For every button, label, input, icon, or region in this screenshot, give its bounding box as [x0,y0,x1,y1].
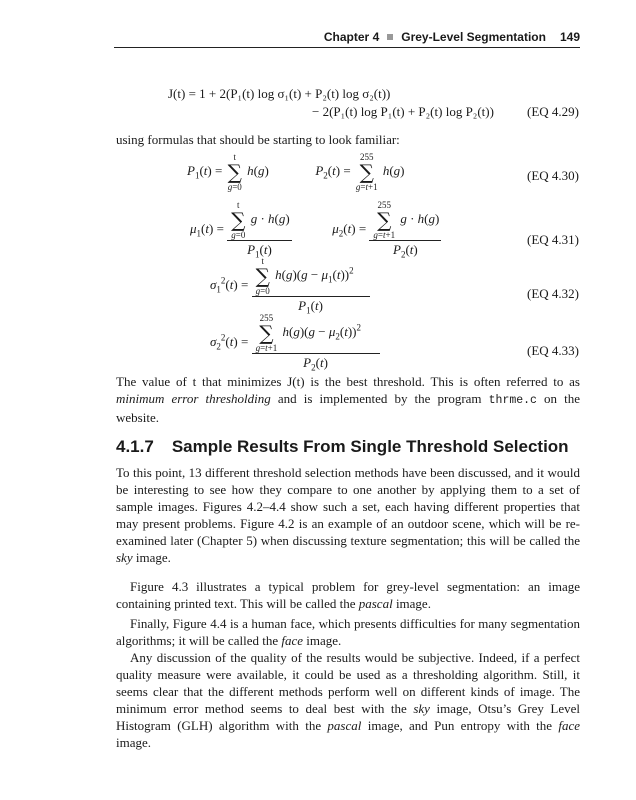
eq-4-31-label: (EQ 4.31) [527,232,579,247]
header-separator-icon [387,34,393,40]
image-name-face: face [558,718,581,733]
eq-4-29-line2: − 2(P₁(t) log P₁(t) + P₂(t) log P₂(t)) [312,104,494,119]
eq-4-29-line1: J(t) = 1 + 2(P₁(t) log σ₁(t) + P₂(t) log σ₂(t)) [168,86,391,101]
header-title: Grey-Level Segmentation [401,30,546,44]
eq-4-30-label: (EQ 4.30) [527,168,579,183]
para-text: Finally, Figure 4.4 is a human face, which presents difficulties for many segmentation algorithms; it will be called the [116,616,580,648]
para-text: The value of t that minimizes J(t) is the best threshold. This is often referred to as [116,374,580,389]
eq-4-33-label: (EQ 4.33) [527,343,579,358]
para-text: Figure 4.3 illustrates a typical problem for grey-level segmentation: an image containing printed text. This will be called the [116,579,580,611]
program-name: thrme.c [488,394,537,407]
para-emphasis: minimum error thresholding [116,391,271,406]
para-text: on the website. [116,391,581,425]
intro-text: using formulas that should be starting to look familiar: [116,132,400,147]
paragraph-3 [116,615,580,649]
para-text: and is implemented by the program [277,391,482,406]
paragraph-4 [116,649,580,751]
running-header [324,30,580,48]
page-number: 149 [559,30,580,44]
image-name-sky: sky [116,550,133,565]
header-rule [114,47,580,48]
para-text: image. [116,735,152,750]
para-text: image. [306,633,342,648]
paragraph-2 [116,578,580,612]
image-name-pascal: pascal [358,596,393,611]
image-name-pascal: pascal [327,718,362,733]
para-text: image, Otsu’s Grey Level Histogram (GLH) algorithm with the [116,701,581,733]
para-text: image. [135,550,171,565]
eq-4-31: $\mu_1(t)$ = t ∑ g=0 g · h(g) $P_1(t)$ $\mu_2(t)$ = 255 ∑ g=t+1 g · h(g) $P_2(t)$ [190,200,440,260]
section-heading [116,437,569,457]
paragraph-min-error [116,373,580,426]
eq-4-32: $\sigma_1^2(t)$ = t ∑ g=0 $h(g)(g - \mu_1(t))^2$ $P_1(t)$ [210,256,370,316]
para-text: image, and Pun entropy with the [367,718,553,733]
image-name-face: face [281,633,304,648]
eq-4-33: $\sigma_2^2(t)$ = 255 ∑ g=t+1 $h(g)(g - \mu_2(t))^2$ $P_2(t)$ [210,313,380,373]
section-title: Sample Results From Single Threshold Selection [171,437,569,456]
para-text: To this point, 13 different threshold selection methods have been discussed, and it would be interesting to see how they compare to one another by applying them to a set of sample images. Figures 4.2–4.4 show such a set, each having different properties that may present problems. Figure 4.2 is an example of an outdoor scene, which will be re-examined later (Chapter 5) when discussing texture segmentation; this will be called the [116,465,580,548]
paragraph-1 [116,464,580,566]
eq-4-29-label: (EQ 4.29) [527,104,579,119]
header-chapter: Chapter 4 [323,30,380,44]
section-number: 4.1.7 [116,437,154,456]
eq-4-30: $P_1(t) = t$ ∑ g=0 h(g) $P_2(t) = 255$ ∑ g=t+1 h(g) [187,152,405,192]
image-name-sky: sky [413,701,430,716]
eq-4-32-label: (EQ 4.32) [527,286,579,301]
para-text: Any discussion of the quality of the results would be subjective. Indeed, if a perfect quality measure were available, it could be used as a thresholding algorithm. Still, it seems clear that the different methods perform well on different kinds of image. The minimum error method seems to deal best with the [116,650,580,716]
para-text: image. [395,596,431,611]
